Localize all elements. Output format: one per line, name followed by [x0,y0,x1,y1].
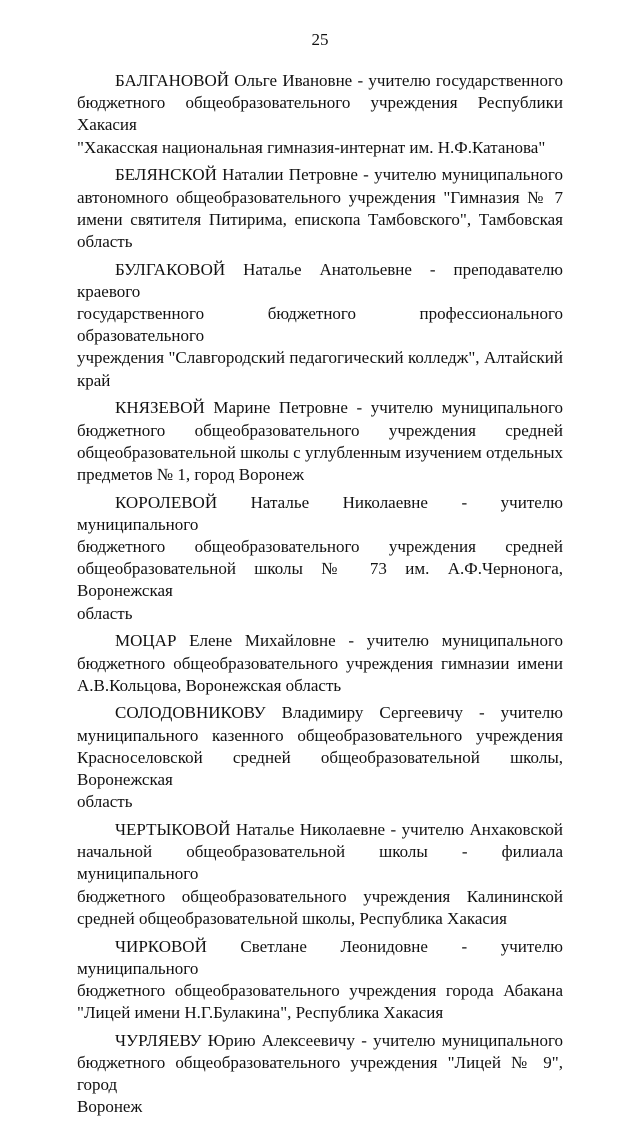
recipient-entry [77,397,563,486]
entry-line: ЧЕРТЫКОВОЙ Наталье Николаевне - учителю Анхаковской [115,820,563,839]
entry-line: бюджетного общеобразовательного учреждения средней [77,537,563,557]
entry-line: БЕЛЯНСКОЙ Наталии Петровне - учителю муниципального [115,165,563,185]
entry-line: БАЛГАНОВОЙ Ольге Ивановне - учителю государственного [115,71,563,90]
entry-line: КОРОЛЕВОЙ Наталье Николаевне - учителю муниципального [77,492,563,534]
entry-line: край [77,370,111,390]
entry-line: государственного бюджетного профессионального образовательного [77,304,563,346]
entry-line: ЧУРЛЯЕВУ Юрию Алексеевичу - учителю муниципального [115,1030,563,1050]
entry-line: А.В.Кольцова, Воронежская область [77,675,342,695]
entry-line: ЧИРКОВОЙ Светлане Леонидовне - учителю муниципального [77,936,563,978]
recipient-entry [77,819,563,930]
recipient-entry [77,70,563,159]
recipient-entry [77,492,563,625]
recipient-entry [77,630,563,697]
entry-line: Воронеж [77,1097,143,1117]
entry-line: область [77,231,133,251]
entry-line: муниципального казенного общеобразовательного учреждения [77,725,563,745]
entry-line: имени святителя Питирима, епископа Тамбовского", Тамбовская [77,209,563,229]
entry-line: бюджетного общеобразовательного учреждения средней [77,420,563,440]
entry-line: МОЦАР Елене Михайловне - учителю муниципального [115,631,563,651]
entry-line: предметов № 1, город Воронеж [77,464,305,484]
entry-line: бюджетного общеобразовательного учреждения Республики Хакасия [77,93,563,135]
entry-line: автономного общеобразовательного учреждения "Гимназия № 7 [77,187,563,207]
entry-line: бюджетного общеобразовательного учреждения города Абакана [77,980,563,1000]
recipient-entry [77,164,563,253]
entry-line: область [77,792,133,812]
entry-line: "Лицей имени Н.Г.Булакина", Республика Хакасия [77,1003,444,1023]
entry-line: средней общеобразовательной школы, Республика Хакасия [77,908,507,928]
entry-line: Красноселовской средней общеобразовательной школы, Воронежская [77,747,563,790]
entry-line: учреждения "Славгородский педагогический колледж", Алтайский [77,348,563,368]
entry-line: СОЛОДОВНИКОВУ Владимиру Сергеевичу - учителю [115,703,563,723]
award-recipient-list [77,70,563,1124]
entry-line: начальной общеобразовательной школы - филиала муниципального [77,842,563,884]
entry-line: область [77,603,133,623]
entry-line: бюджетного общеобразовательного учреждения гимназии имени [77,653,563,673]
recipient-entry [77,936,563,1025]
entry-line: бюджетного общеобразовательного учреждения "Лицей № 9", город [77,1053,563,1095]
entry-line: бюджетного общеобразовательного учреждения Калининской [77,886,563,906]
recipient-entry [77,702,563,813]
entry-line: общеобразовательной школы с углубленным изучением отдельных [77,442,563,462]
entry-line: общеобразовательной школы № 73 им. А.Ф.Чернонога, Воронежская [77,559,563,601]
entry-line: КНЯЗЕВОЙ Марине Петровне - учителю муниципального [115,398,563,418]
entry-line: БУЛГАКОВОЙ Наталье Анатольевне - преподавателю краевого [77,259,563,301]
recipient-entry [77,1030,563,1119]
entry-line: "Хакасская национальная гимназия-интернат им. Н.Ф.Катанова" [77,137,546,157]
recipient-entry [77,259,563,392]
page-number: 25 [311,30,329,49]
